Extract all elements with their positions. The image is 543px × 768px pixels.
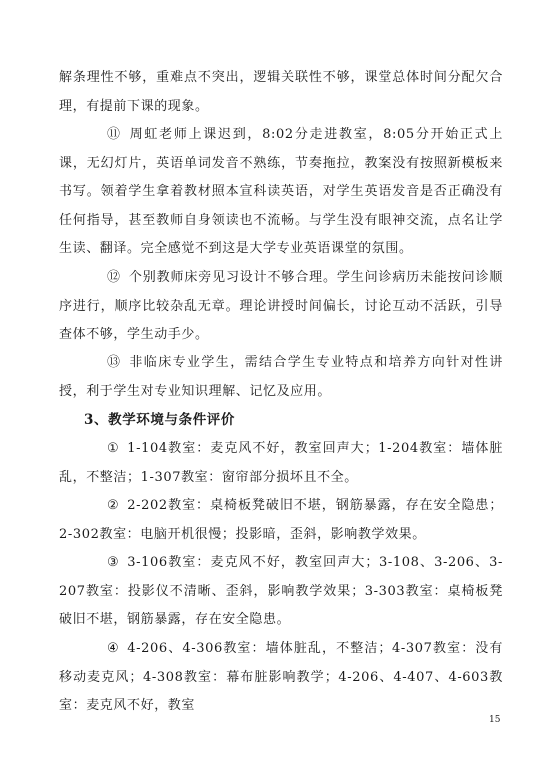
item-marker: ② xyxy=(107,498,120,513)
section-heading: 3、教学环境与条件评价 xyxy=(84,412,235,428)
paragraph-item-13 xyxy=(59,349,503,406)
page-number: 15 xyxy=(489,715,501,725)
paragraph-text: 非临床专业学生，需结合学生专业特点和培养方向针对性讲授，利于学生对专业知识理解、记忆及应用。 xyxy=(59,355,503,399)
paragraph-text: 个别教师床旁见习设计不够合理。学生问诊病历未能按问诊顺序进行，顺序比较杂乱无章。理论讲授时间偏长，讨论互动不活跃，引导查体不够，学生动手少。 xyxy=(59,270,503,342)
paragraph-item-11 xyxy=(59,121,503,264)
list-item-text: 4-206、4-306教室：墙体脏乱，不整洁；4-307教室：没有移动麦克风；4-308教室：幕布脏影响教学；4-206、4-407、4-603教室：麦克风不好，教室 xyxy=(59,641,503,713)
list-item-text: 2-202教室：桌椅板凳破旧不堪，钢筋暴露，存在安全隐患；2-302教室：电脑开机很慢；投影暗，歪斜，影响教学效果。 xyxy=(59,498,503,542)
paragraph-continuation xyxy=(59,64,503,121)
paragraph-text: 周虹老师上课迟到，8:02分走进教室，8:05分开始正式上课，无幻灯片，英语单词发音不熟练，节奏拖拉，教案没有按照新模板来书写。领着学生拿着教材照本宣科读英语，对学生英语发音是否正确没有任何指导，甚至教师自身领读也不流畅。与学生没有眼神交流，点名让学生读、翻译。完全感觉不到这是大学专业英语课堂的氛围。 xyxy=(59,127,503,256)
item-marker: ⑫ xyxy=(107,270,121,285)
item-marker: ④ xyxy=(107,641,120,656)
item-marker: ⑪ xyxy=(107,127,121,142)
list-item-text: 1-104教室：麦克风不好，教室回声大；1-204教室：墙体脏乱，不整洁；1-307教室：窗帘部分损坏且不全。 xyxy=(59,441,503,485)
item-marker: ⑬ xyxy=(107,355,121,370)
item-marker: ① xyxy=(107,441,120,456)
list-item-3 xyxy=(59,549,503,635)
item-marker: ③ xyxy=(107,555,120,570)
list-item-2 xyxy=(59,492,503,549)
list-item-text: 3-106教室：麦克风不好，教室回声大；3-108、3-206、3-207教室：投影仪不清晰、歪斜，影响教学效果；3-303教室：桌椅板凳破旧不堪，钢筋暴露，存在安全隐患。 xyxy=(59,555,503,627)
paragraph-item-12 xyxy=(59,264,503,350)
list-item-1 xyxy=(59,435,503,492)
list-item-4 xyxy=(59,635,503,721)
paragraph-text: 解条理性不够，重难点不突出，逻辑关联性不够，课堂总体时间分配欠合理，有提前下课的现象。 xyxy=(59,70,503,114)
